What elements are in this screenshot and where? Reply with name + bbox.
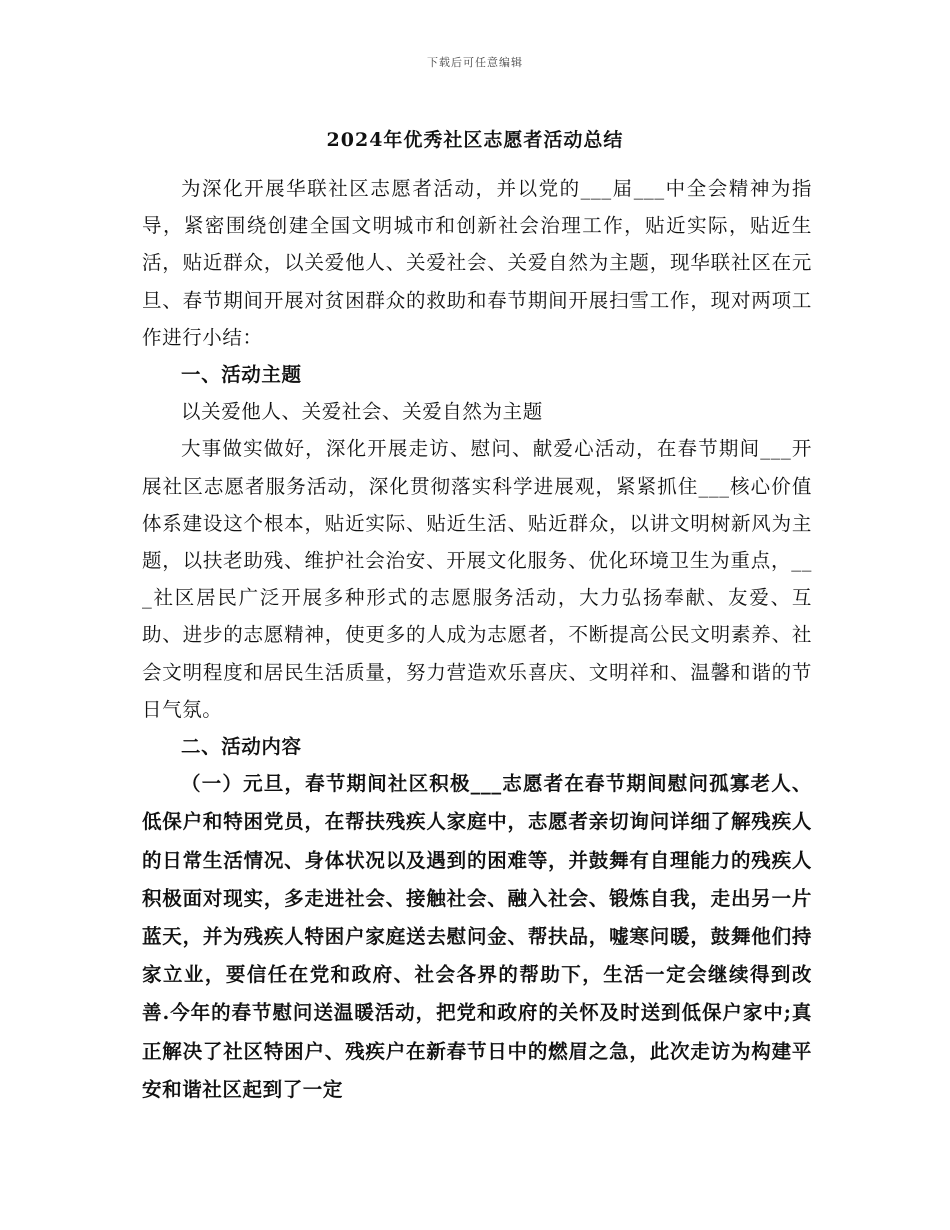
- document-title: 2024年优秀社区志愿者活动总结: [326, 129, 624, 151]
- theme-detail-paragraph: 大事做实做好，深化开展走访、慰问、献爱心活动，在春节期间___开展社区志愿者服务活动，深化贯彻落实科学进展观，紧紧抓住___核心价值体系建设这个根本，贴近实际、贴近生活、贴近群众，以讲文明树新风为主题，以扶老助残、维护社会治安、开展文化服务、优化环境卫生为重点，___社区居民广泛开展多种形式的志愿服务活动，大力弘扬奉献、友爱、互助、进步的志愿精神，使更多的人成为志愿者，不断提高公民文明素养、社会文明程度和居民生活质量，努力营造欢乐喜庆、文明祥和、温馨和谐的节日气氛。: [142, 437, 812, 721]
- content-paragraph-1: （一）元旦，春节期间社区积极___志愿者在春节期间慰问孤寡老人、低保户和特困党员，在帮扶残疾人家庭中，志愿者亲切询问详细了解残疾人的日常生活情况、身体状况以及遇到的困难等，并鼓舞有自理能力的残疾人积极面对现实，多走进社会、接触社会、融入社会、锻炼自我，走出另一片蓝天，并为残疾人特困户家庭送去慰问金、帮扶品，嘘寒问暖，鼓舞他们持家立业，要信任在党和政府、社会各界的帮助下，生活一定会继续得到改善.今年的春节慰问送温暖活动，把党和政府的关怀及时送到低保户家中;真正解决了社区特困户、残疾户在新春节日中的燃眉之急，此次走访为构建平安和谐社区起到了一定: [142, 772, 812, 1101]
- theme-paragraph: 以关爱他人、关爱社会、关爱自然为主题: [181, 400, 543, 424]
- section-heading-content: 二、活动内容: [181, 735, 302, 759]
- intro-paragraph: 为深化开展华联社区志愿者活动，并以党的___届___中全会精神为指导，紧密围绕创建全国文明城市和创新社会治理工作，贴近实际，贴近生活，贴近群众，以关爱他人、关爱社会、关爱自然为主题，现华联社区在元旦、春节期间开展对贫困群众的救助和春节期间开展扫雪工作，现对两项工作进行小结：: [142, 177, 812, 349]
- document-body: [142, 170, 812, 1109]
- section-heading-theme: 一、活动主题: [181, 363, 302, 387]
- header-note: 下载后可任意编辑: [427, 56, 523, 69]
